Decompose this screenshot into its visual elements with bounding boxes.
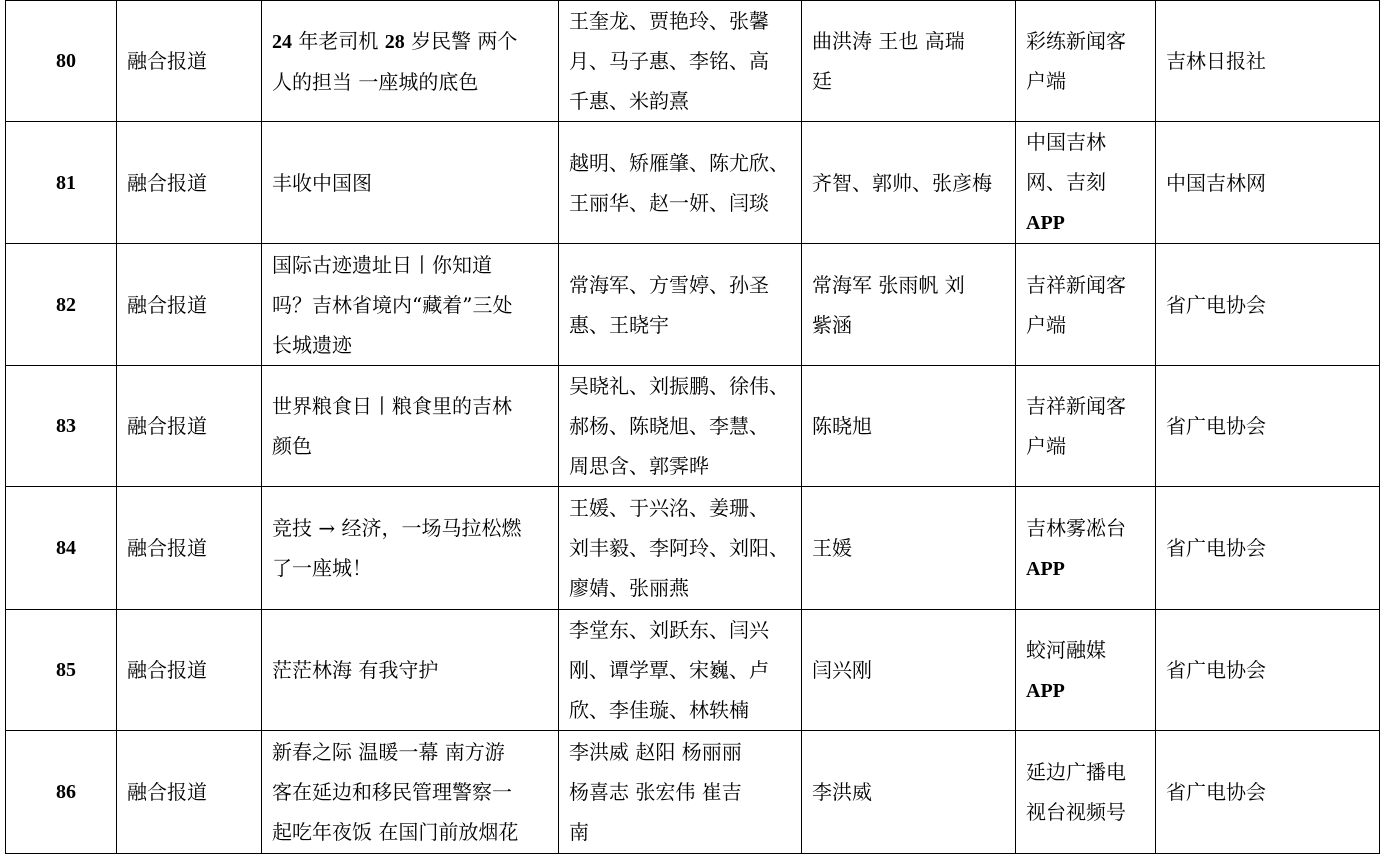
authors-line: 刚、谭学覃、宋巍、卢: [569, 658, 769, 682]
title-line: 起吃年夜饭 在国门前放烟花: [272, 820, 519, 844]
title-cell: [262, 1, 559, 122]
title-cell: [262, 244, 559, 366]
editors-line: 闫兴刚: [812, 658, 872, 682]
awards-table: [5, 0, 1380, 854]
table-row: [6, 731, 1380, 854]
title-cell: [262, 122, 559, 244]
platform-line: 吉祥新闻客: [1026, 394, 1126, 418]
table-row: [6, 487, 1380, 610]
table-row: [6, 610, 1380, 731]
editors-line: 曲洪涛 王也 高瑞: [812, 29, 965, 53]
platform-line: 延边广播电: [1026, 760, 1126, 784]
editors-cell: [802, 610, 1016, 731]
platform-line: 蛟河融媒: [1026, 637, 1106, 662]
title-line: 长城遗迹: [272, 332, 352, 357]
title-line: 24 年老司机 28 岁民警 两个: [272, 28, 518, 53]
title-cell: [262, 366, 559, 487]
table-body: [6, 1, 1380, 854]
table-row: [6, 1, 1380, 122]
editors-cell: [802, 731, 1016, 854]
row-number-cell: 84: [6, 487, 117, 610]
row-number-cell: 85: [6, 610, 117, 731]
category-cell: 融合报道: [117, 1, 262, 122]
authors-cell: [559, 610, 802, 731]
category-cell: 融合报道: [117, 366, 262, 487]
category-cell: 融合报道: [117, 731, 262, 854]
authors-line: 王媛、于兴洺、姜珊、: [569, 496, 769, 520]
platform-cell: [1016, 731, 1156, 854]
row-number-cell: 81: [6, 122, 117, 244]
unit-cell: 省广电协会: [1156, 366, 1380, 487]
authors-line: 欣、李佳璇、林轶楠: [569, 698, 749, 722]
title-line: 颜色: [272, 434, 312, 458]
title-cell: [262, 610, 559, 731]
authors-line: 越明、矫雁肇、陈尤欣、: [569, 150, 789, 175]
unit-cell: 省广电协会: [1156, 487, 1380, 610]
authors-cell: [559, 731, 802, 854]
table-row: [6, 244, 1380, 366]
editors-line: 陈晓旭: [812, 414, 872, 438]
authors-line: 吴晓礼、刘振鹏、徐伟、: [569, 374, 789, 398]
row-number-cell: 83: [6, 366, 117, 487]
title-line: 国际古迹遗址日丨你知道: [272, 252, 492, 277]
platform-cell: [1016, 244, 1156, 366]
unit-cell: 省广电协会: [1156, 244, 1380, 366]
editors-cell: [802, 366, 1016, 487]
platform-line: 户端: [1026, 434, 1066, 458]
title-line: 世界粮食日丨粮食里的吉林: [272, 394, 512, 418]
platform-line: 吉祥新闻客: [1026, 272, 1126, 297]
title-line: 人的担当 一座城的底色: [272, 69, 479, 94]
title-line: 客在延边和移民管理警察一: [272, 780, 512, 804]
authors-cell: [559, 1, 802, 122]
category-cell: 融合报道: [117, 610, 262, 731]
platform-line: 吉林雾凇台: [1026, 515, 1126, 540]
unit-cell: 省广电协会: [1156, 610, 1380, 731]
editors-line: 常海军 张雨帆 刘: [812, 272, 965, 297]
platform-cell: [1016, 610, 1156, 731]
authors-line: 李洪威 赵阳 杨丽丽: [569, 740, 742, 764]
platform-cell: [1016, 1, 1156, 122]
platform-line: 彩练新闻客: [1026, 29, 1126, 53]
editors-cell: [802, 487, 1016, 610]
title-line: 竞技 → 经济，一场马拉松燃: [272, 516, 522, 540]
authors-line: 惠、王晓宇: [569, 312, 669, 337]
category-cell: 融合报道: [117, 122, 262, 244]
editors-cell: [802, 122, 1016, 244]
category-cell: 融合报道: [117, 244, 262, 366]
authors-cell: [559, 366, 802, 487]
title-line: 了一座城！: [272, 556, 372, 580]
editors-cell: [802, 244, 1016, 366]
authors-line: 杨喜志 张宏伟 崔吉: [569, 780, 742, 804]
authors-cell: [559, 122, 802, 244]
category-cell: 融合报道: [117, 487, 262, 610]
title-line: 吗？吉林省境内“藏着”三处: [272, 292, 513, 317]
platform-cell: [1016, 487, 1156, 610]
authors-line: 王丽华、赵一妍、闫琰: [569, 190, 769, 215]
authors-line: 常海军、方雪婷、孙圣: [569, 272, 769, 297]
authors-cell: [559, 487, 802, 610]
authors-line: 南: [569, 820, 589, 844]
title-line: 新春之际 温暖一幕 南方游: [272, 740, 505, 764]
platform-line: 网、吉刻: [1026, 170, 1106, 194]
editors-line: 王媛: [812, 536, 852, 560]
platform-line: 户端: [1026, 69, 1066, 93]
editors-line: 廷: [812, 69, 832, 93]
editors-cell: [802, 1, 1016, 122]
authors-line: 周思含、郭霁晔: [569, 454, 709, 478]
unit-cell: 吉林日报社: [1156, 1, 1380, 122]
authors-line: 郝杨、陈晓旭、李慧、: [569, 414, 769, 438]
authors-line: 月、马子惠、李铭、高: [569, 49, 769, 73]
authors-line: 王奎龙、贾艳玲、张馨: [569, 9, 769, 33]
platform-cell: [1016, 366, 1156, 487]
editors-line: 李洪威: [812, 780, 872, 804]
platform-cell: [1016, 122, 1156, 244]
row-number-cell: 80: [6, 1, 117, 122]
authors-cell: [559, 244, 802, 366]
unit-cell: 中国吉林网: [1156, 122, 1380, 244]
authors-line: 刘丰毅、李阿玲、刘阳、: [569, 536, 789, 560]
platform-line: 户端: [1026, 312, 1066, 337]
row-number-cell: 86: [6, 731, 117, 854]
table-row: [6, 366, 1380, 487]
title-line: 茫茫林海 有我守护: [272, 658, 439, 682]
authors-line: 廖婧、张丽燕: [569, 576, 689, 600]
platform-line: APP: [1026, 212, 1065, 234]
authors-line: 李堂东、刘跃东、闫兴: [569, 618, 769, 642]
unit-cell: 省广电协会: [1156, 731, 1380, 854]
editors-line: 紫涵: [812, 312, 852, 337]
platform-line: APP: [1026, 679, 1065, 702]
platform-line: 中国吉林: [1026, 130, 1106, 154]
row-number-cell: 82: [6, 244, 117, 366]
platform-line: APP: [1026, 557, 1065, 580]
title-cell: [262, 487, 559, 610]
table-row: [6, 122, 1380, 244]
authors-line: 千惠、米韵熹: [569, 89, 689, 113]
title-line: 丰收中国图: [272, 170, 372, 195]
editors-line: 齐智、郭帅、张彦梅: [812, 170, 992, 195]
platform-line: 视台视频号: [1026, 800, 1126, 824]
title-cell: [262, 731, 559, 854]
